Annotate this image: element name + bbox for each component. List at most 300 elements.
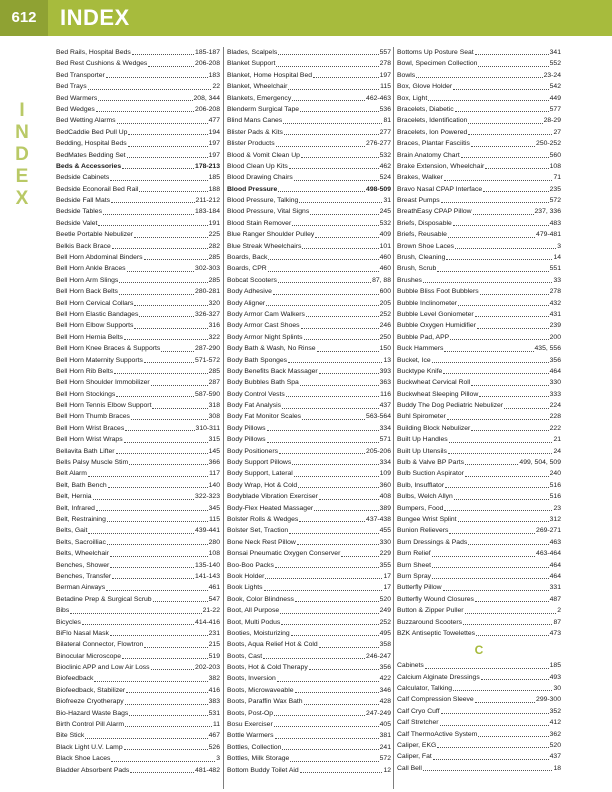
index-entry (227, 400, 391, 411)
entry-name: Bonsai Pneumatic Oxygen Conserver (227, 550, 341, 558)
dot-leader (319, 499, 379, 500)
entry-name: Belt Alarm (56, 470, 87, 478)
dot-leader (465, 464, 518, 465)
entry-name: BZK Antiseptic Towelettes (397, 629, 476, 637)
dot-leader (116, 396, 194, 397)
index-entry (227, 582, 391, 593)
entry-pages: 241 (379, 743, 391, 751)
index-column-1 (56, 47, 220, 776)
entry-name: Boards, CPR (227, 265, 267, 273)
dot-leader (315, 237, 378, 238)
dot-leader (475, 702, 535, 703)
index-entry (227, 514, 391, 525)
index-entry (227, 525, 391, 536)
entry-name: Buzzaround Scooters (397, 618, 462, 626)
index-entry (397, 617, 561, 628)
index-entry (56, 275, 220, 286)
index-entry (397, 740, 561, 751)
dot-leader (279, 453, 365, 454)
entry-pages: 431 (549, 310, 561, 318)
dot-leader (437, 747, 548, 748)
entry-name: Bowl, Specimen Collection (397, 60, 478, 68)
entry-name: Boots, Cast (227, 652, 263, 660)
index-entry (227, 309, 391, 320)
index-entry (227, 389, 391, 400)
side-tab-letter: X (15, 188, 29, 209)
entry-pages: 498-509 (366, 185, 391, 193)
entry-name: Blood Drawing Chairs (227, 174, 293, 182)
dot-leader (300, 385, 379, 386)
index-entry (397, 560, 561, 571)
index-entry (227, 457, 391, 468)
dot-leader (306, 316, 379, 317)
dot-leader (267, 430, 379, 431)
entry-pages: 141-143 (195, 572, 220, 580)
dot-leader (468, 544, 548, 545)
entry-pages: 18 (553, 764, 561, 772)
entry-name: Breast Pumps (397, 197, 440, 205)
entry-pages: 3 (557, 242, 561, 250)
entry-name: Bumpers, Food (397, 504, 444, 512)
entry-name: Building Block Nebulizer (397, 424, 471, 432)
index-entry (227, 719, 391, 730)
entry-pages: 13 (383, 356, 391, 364)
entry-name: Body Benefits Back Massager (227, 367, 318, 375)
entry-name: Bolster Set, Traction (227, 527, 289, 535)
dot-leader (286, 396, 379, 397)
entry-name: Bell Horn Cervical Collars (56, 299, 134, 307)
dot-leader (278, 191, 365, 192)
entry-name: Body Adhesive (227, 288, 272, 296)
entry-name: Bite Stick (56, 732, 85, 740)
entry-pages: 477 (208, 117, 220, 125)
entry-pages: 250 (379, 333, 391, 341)
entry-name: Biofeedback, Stabilizer (56, 686, 126, 694)
dot-leader (477, 328, 549, 329)
page-title: INDEX (60, 5, 130, 30)
index-entry (227, 195, 391, 206)
dot-leader (480, 294, 549, 295)
entry-pages: 389 (379, 504, 391, 512)
entry-pages: 205 (379, 299, 391, 307)
index-entry (397, 763, 561, 774)
entry-name: BreathEasy CPAP Pillow (397, 208, 472, 216)
entry-pages: 280-281 (195, 288, 220, 296)
entry-pages: 17 (383, 572, 391, 580)
entry-pages: 231 (208, 629, 220, 637)
entry-name: Calf Stretcher (397, 719, 439, 727)
entry-name: Bodyblade Vibration Exerciser (227, 493, 318, 501)
dot-leader (276, 146, 365, 147)
dot-leader (281, 624, 378, 625)
index-entry (227, 548, 391, 559)
entry-pages: 225 (208, 231, 220, 239)
index-entry (227, 58, 391, 69)
entry-name: Betadine Prep & Surgical Scrub (56, 595, 152, 603)
dot-leader (268, 271, 379, 272)
dot-leader (282, 408, 379, 409)
dot-leader (454, 499, 549, 500)
dot-leader (107, 544, 208, 545)
entry-name: Briefs, Reusable (397, 231, 447, 239)
index-entry (227, 662, 391, 673)
entry-pages: 315 (208, 436, 220, 444)
entry-pages: 334 (379, 459, 391, 467)
dot-leader (314, 510, 379, 511)
index-column-3 (397, 47, 561, 774)
dot-leader (289, 533, 378, 534)
index-entry (397, 309, 561, 320)
index-entry (227, 115, 391, 126)
entry-pages: 188 (208, 185, 220, 193)
dot-leader (416, 77, 542, 78)
entry-name: Beetle Portable Nebulizer (56, 231, 134, 239)
entry-pages: 252 (379, 310, 391, 318)
index-entry (397, 491, 561, 502)
dot-leader (288, 89, 379, 90)
entry-pages: 437 (549, 753, 561, 761)
dot-leader (151, 669, 194, 670)
index-entry (397, 434, 561, 445)
entry-pages: 322-323 (195, 493, 220, 501)
entry-name: Belt, Bath Bench (56, 481, 107, 489)
entry-pages: 308 (208, 413, 220, 421)
index-entry (227, 275, 391, 286)
entry-name: Bucket, Ice (397, 356, 431, 364)
dot-leader (266, 305, 378, 306)
index-entry (56, 662, 220, 673)
dot-leader (458, 521, 549, 522)
index-entry (227, 70, 391, 81)
dot-leader (96, 111, 194, 112)
entry-name: BedMates Bedding Set (56, 151, 126, 159)
entry-name: Body Fat Analysis (227, 402, 282, 410)
index-entry (227, 503, 391, 514)
dot-leader (132, 54, 194, 55)
entry-pages: 28-29 (543, 117, 561, 125)
index-entry (56, 115, 220, 126)
index-entry (56, 47, 220, 58)
index-entry (56, 127, 220, 138)
entry-name: Bulb Suction Aspirator (397, 470, 464, 478)
entry-name: Boards, Back (227, 254, 268, 262)
dot-leader (88, 476, 208, 477)
entry-name: Belts, Gait (56, 527, 88, 535)
entry-pages: 108 (208, 550, 220, 558)
index-entry (397, 366, 561, 377)
index-entry (56, 423, 220, 434)
index-entry (227, 651, 391, 662)
entry-pages: 183-184 (195, 208, 220, 216)
entry-pages: 467 (208, 732, 220, 740)
dot-leader (304, 704, 379, 705)
dot-leader (114, 373, 208, 374)
entry-pages: 316 (208, 322, 220, 330)
dot-leader (313, 77, 379, 78)
entry-name: Bell Horn Knee Braces & Supports (56, 345, 161, 353)
dot-leader (106, 77, 208, 78)
entry-name: Boo-Boo Packs (227, 561, 274, 569)
index-entry (227, 241, 391, 252)
entry-name: Bell Horn Elbow Supports (56, 322, 134, 330)
index-entry (56, 400, 220, 411)
entry-name: Bladder Absorbent Pads (56, 766, 130, 774)
entry-name: Blankets, Emergency (227, 94, 292, 102)
entry-name: Blood Pressure, Vital Signs (227, 208, 310, 216)
side-tab-index (0, 100, 44, 250)
dot-leader (301, 328, 379, 329)
dot-leader (292, 464, 378, 465)
entry-name: Calculator, Talking (397, 685, 453, 693)
dot-leader (111, 761, 215, 762)
entry-name: Boots, Post-Op (227, 709, 274, 717)
index-entry (56, 730, 220, 741)
dot-leader (93, 499, 195, 500)
entry-pages: 563-564 (366, 413, 391, 421)
index-entry (227, 138, 391, 149)
entry-pages: 115 (380, 83, 391, 91)
dot-leader (125, 726, 212, 727)
entry-name: Blood Stain Remover (227, 219, 292, 227)
entry-pages: 322 (208, 333, 220, 341)
entry-name: Bell Horn Maternity Supports (56, 356, 143, 364)
entry-pages: 215 (208, 641, 220, 649)
dot-leader (144, 647, 207, 648)
entry-pages: 552 (549, 60, 561, 68)
dot-leader (423, 282, 553, 283)
entry-name: Blister Pads & Kits (227, 128, 283, 136)
entry-name: Body Support, Lateral (227, 470, 293, 478)
index-entry (397, 389, 561, 400)
dot-leader (274, 726, 379, 727)
entry-pages: 572 (379, 755, 391, 763)
dot-leader (283, 123, 382, 124)
entry-name: Blister Products (227, 140, 275, 148)
dot-leader (319, 373, 379, 374)
entry-name: Body Wrap, Hot & Cold (227, 481, 298, 489)
index-entry (56, 548, 220, 559)
index-entry (56, 491, 220, 502)
index-entry (56, 708, 220, 719)
index-entry (227, 491, 391, 502)
index-entry (56, 58, 220, 69)
index-entry (397, 320, 561, 331)
entry-pages: 222 (549, 424, 561, 432)
index-entry (56, 286, 220, 297)
index-column-2 (227, 47, 391, 776)
entry-pages: 334 (379, 424, 391, 432)
entry-pages: 414-416 (195, 618, 220, 626)
index-entry (227, 673, 391, 684)
entry-pages: 30 (553, 685, 561, 693)
entry-pages: 178-213 (195, 162, 220, 170)
entry-name: Bottoms Up Posture Seat (397, 48, 474, 56)
entry-name: Boots, Aqua Relief Hot & Cold (227, 641, 318, 649)
index-entry (397, 218, 561, 229)
entry-name: Bed Warmers (56, 94, 98, 102)
entry-pages: 437-438 (366, 516, 391, 523)
index-entry (397, 468, 561, 479)
index-entry (227, 286, 391, 297)
dot-leader (299, 521, 365, 522)
entry-pages: 237, 336 (534, 208, 561, 216)
index-entry (227, 468, 391, 479)
index-entry (56, 138, 220, 149)
dot-leader (88, 533, 194, 534)
dot-leader (148, 66, 194, 67)
dot-leader (119, 282, 207, 283)
index-entry (397, 377, 561, 388)
dot-leader (504, 408, 549, 409)
index-entry (227, 298, 391, 309)
index-entry (397, 47, 561, 58)
index-entry (227, 560, 391, 571)
entry-name: Bell Horn Thumb Braces (56, 413, 130, 421)
entry-name: Buckwheat Sleeping Pillow (397, 390, 479, 398)
entry-pages: 487 (549, 595, 561, 603)
index-entry (227, 263, 391, 274)
entry-name: Body Armor Cam Walkers (227, 310, 305, 318)
entry-pages: 87, 88 (372, 276, 391, 284)
entry-pages: 435, 556 (534, 345, 561, 353)
page-number: 612 (0, 0, 48, 36)
index-entry (56, 241, 220, 252)
dot-leader (134, 237, 208, 238)
dot-leader (481, 679, 549, 680)
page-header (0, 0, 612, 36)
dot-leader (292, 225, 378, 226)
entry-name: Brushes (397, 276, 422, 284)
entry-name: Bibs (56, 607, 70, 615)
entry-name: Bedding, Hospital Beds (56, 140, 127, 148)
entry-name: Benches, Transfer (56, 572, 112, 580)
entry-pages: 331 (549, 584, 561, 592)
entry-pages: 437 (379, 402, 391, 410)
entry-pages: 17 (383, 584, 391, 592)
dot-leader (471, 430, 548, 431)
dot-leader (437, 271, 548, 272)
entry-name: Belts, Sacroilliac (56, 538, 106, 546)
index-entry (227, 218, 391, 229)
entry-name: Boots, Hot & Cold Therapy (227, 664, 308, 672)
index-entry (397, 503, 561, 514)
index-entry (397, 355, 561, 366)
index-entry (227, 480, 391, 491)
index-entry (397, 161, 561, 172)
dot-leader (264, 590, 383, 591)
entry-name: Body Support Pillows (227, 459, 292, 467)
dot-leader (88, 89, 212, 90)
entry-pages: 200 (549, 333, 561, 341)
entry-pages: 352 (549, 707, 561, 715)
entry-pages: 408 (379, 493, 391, 501)
index-entry (227, 639, 391, 650)
dot-leader (341, 556, 378, 557)
entry-pages: 115 (209, 516, 220, 523)
index-entry (56, 571, 220, 582)
entry-name: Burn Relief (397, 550, 431, 558)
entry-name: Brush, Cleaning (397, 254, 446, 262)
index-entry (56, 685, 220, 696)
index-entry (56, 377, 220, 388)
entry-pages: 330 (549, 379, 561, 387)
entry-pages: 302-303 (195, 265, 220, 273)
index-entry (56, 355, 220, 366)
dot-leader (476, 635, 549, 636)
dot-leader (127, 157, 208, 158)
dot-leader (112, 248, 208, 249)
entry-name: Body Bubbles Bath Spa (227, 379, 299, 387)
entry-name: Blue Ranger Shoulder Pulley (227, 231, 315, 239)
entry-pages: 345 (208, 504, 220, 512)
index-entry (397, 81, 561, 92)
index-entry (56, 320, 220, 331)
index-entry (56, 537, 220, 548)
index-entry (397, 138, 561, 149)
entry-pages: 21-22 (202, 607, 220, 615)
entry-name: Bicycles (56, 618, 81, 626)
entry-name: Book, Color Blindness (227, 595, 294, 603)
entry-name: Bedside Tables (56, 208, 102, 216)
entry-pages: 228 (549, 413, 561, 421)
entry-name: Boots, Inversion (227, 675, 276, 683)
index-entry (397, 241, 561, 252)
index-entry (56, 195, 220, 206)
dot-leader (85, 738, 207, 739)
dot-leader (465, 613, 557, 614)
index-entry (397, 706, 561, 717)
entry-pages: 463 (549, 538, 561, 546)
entry-name: Bell Horn Back Belts (56, 288, 118, 296)
index-entry (227, 127, 391, 138)
entry-pages: 280 (208, 538, 220, 546)
dot-leader (124, 442, 208, 443)
entry-pages: 587-590 (195, 390, 220, 398)
entry-pages: 363 (379, 379, 391, 387)
index-entry (397, 594, 561, 605)
dot-leader (119, 294, 194, 295)
entry-name: Bracelets, Diabetic (397, 105, 454, 113)
index-entry (227, 229, 391, 240)
index-entry (227, 184, 391, 195)
entry-name: Buckwheat Cervical Roll (397, 379, 471, 387)
index-entry (397, 93, 561, 104)
index-entry (397, 286, 561, 297)
entry-name: Blood Clean Up Kits (227, 162, 288, 170)
entry-name: Bell Horn Elastic Bandages (56, 310, 139, 318)
entry-name: Built Up Utensils (397, 447, 447, 455)
index-entry (56, 560, 220, 571)
index-entry (56, 81, 220, 92)
entry-name: BiFlo Nasal Mask (56, 629, 109, 637)
entry-pages: 310-311 (195, 424, 220, 432)
entry-pages: 409 (379, 231, 391, 239)
dot-leader (471, 146, 535, 147)
index-entry (397, 184, 561, 195)
entry-name: Boots, Paraffin Wax Bath (227, 698, 303, 706)
index-entry (227, 412, 391, 423)
entry-name: Bedside Valet (56, 219, 98, 227)
dot-leader (284, 134, 379, 135)
index-entry (56, 628, 220, 639)
dot-leader (425, 668, 549, 669)
entry-name: Bell Horn Wrist Braces (56, 424, 125, 432)
entry-pages: 22 (212, 83, 220, 91)
dot-leader (479, 396, 548, 397)
entry-pages: 346 (379, 686, 391, 694)
entry-pages: 495 (379, 629, 391, 637)
dot-leader (122, 168, 194, 169)
